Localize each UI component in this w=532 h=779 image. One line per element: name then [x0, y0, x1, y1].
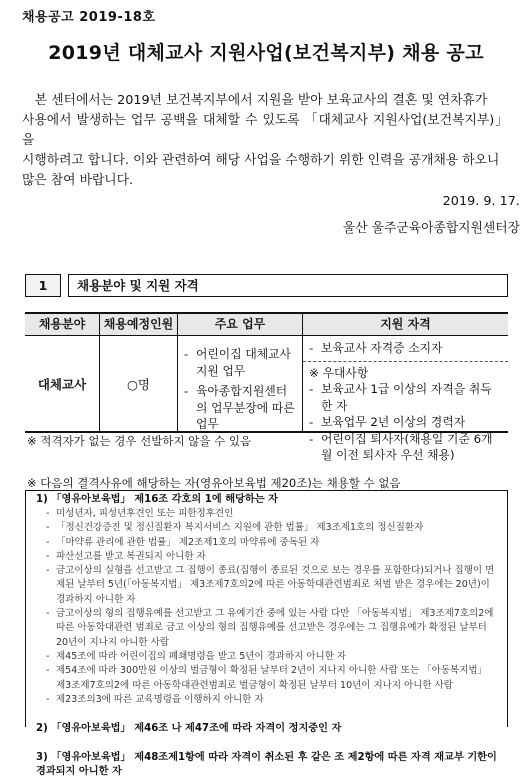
- disqualification-text: 파산선고를 받고 복권되지 아니한 자: [56, 550, 206, 562]
- list-item: - 미성년자, 피성년후견인 또는 피한정후견인: [36, 507, 499, 521]
- preference-text: 보육교사 1급 이상의 자격을 취득한 자: [321, 382, 492, 413]
- qualification-text: 보육교사 자격증 소지자: [321, 341, 443, 355]
- list-item: - 제54조에 따라 300만원 이상의 벌금형이 확정된 날부터 2년이 지나지 아니한 사람 또는 「아동복지법」 제3조제7호의2에 따른 아동학대관련범죄로 벌금형이 확정된 날부터 10년이 지나지 아니한 사람: [36, 664, 499, 693]
- note-disqualification: ※ 다음의 결격사유에 해당하는 자(영유아보육법 제20조)는 채용할 수 없음: [27, 476, 401, 490]
- list-item: - 어린이집 대체교사 지원 업무: [184, 346, 298, 379]
- table-header-row: [25, 314, 508, 336]
- disqualification-heading: 2) 「영유아보육법」 제46조 나 제47조에 따라 자격이 정지중인 자: [36, 723, 342, 735]
- headcount-cell: ○명: [99, 336, 177, 431]
- list-item: - 보육업무 2년 이상의 경력자: [309, 415, 466, 429]
- organization-name: 울산 울주군육아종합지원센터장: [342, 221, 520, 236]
- list-item: - 금고이상의 실형을 선고받고 그 집행이 종료(집행이 종료된 것으로 보는 경우를 포함한다)되거나 집행이 면제된 날부터 5년(「아동복지법」 제3조제7호의2에 따른 아동학대관련범죄로 처벌 받은 경우에는 20년)이 경과하지 아니한 자: [36, 564, 499, 607]
- disqualification-text: 제45조에 따라 어린이집의 폐쇄명령을 받고 5년이 경과하지 아니한 자: [56, 650, 347, 662]
- section-title: 채용분야 및 지원 자격: [68, 274, 508, 297]
- notice-date: 2019. 9. 17.: [442, 194, 520, 209]
- list-item: - 제23조의3에 따른 교육명령을 이행하지 아니한 자: [36, 693, 499, 707]
- duty-text: 육아종합지원센터의 업무분장에 따른 업무: [196, 384, 295, 431]
- document-title: 2019년 대체교사 지원사업(보건복지부) 채용 공고: [48, 42, 484, 64]
- disqualification-box: [25, 490, 508, 778]
- intro-paragraph: [22, 91, 508, 191]
- duty-text: 어린이집 대체교사 지원 업무: [196, 347, 291, 378]
- intro-line: 시행하려고 합니다. 이와 관련하여 해당 사업을 수행하기 위한 인력을 공개채용 하오니: [22, 153, 500, 168]
- disqualification-text: 금고이상의 형의 집행유예를 선고받고 그 유예기간 중에 있는 사람 다만 「아동복지법」 제3조제7호의2에 따른 아동학대관련 범죄로 금고 이상의 형의 집행유예를 선고받은 경우에는 그 집행유예가 확정된 날부터 20년이 지나지 아니한 사람: [56, 608, 494, 648]
- note-no-qualified: ※ 적격자가 없는 경우 선발하지 않을 수 있음: [27, 434, 252, 448]
- list-item: - 보육교사 1급 이상의 자격을 취득한 자: [309, 381, 502, 414]
- list-item: - 「마약류 관리에 관한 법률」 제2조제1호의 마약류에 중독된 자: [36, 536, 499, 550]
- disqualification-text: 제23조의3에 따른 교육명령을 이행하지 아니한 자: [56, 693, 264, 705]
- intro-line: 많은 참여 바랍니다.: [22, 173, 134, 188]
- preferences-block: [303, 362, 508, 464]
- list-item: - 금고이상의 형의 집행유예를 선고받고 그 유예기간 중에 있는 사람 다만 「아동복지법」 제3조제7호의2에 따른 아동학대관련 범죄로 금고 이상의 형의 집행유예를 선고받은 경우에는 그 집행유예가 확정된 날부터 20년이 지나지 아니한 사람: [36, 607, 499, 650]
- preference-text: 어린이집 퇴사자(채용일 기준 6개월 이전 퇴사자 우선 채용): [321, 431, 493, 462]
- preference-heading: ※ 우대사항: [309, 365, 369, 380]
- header-qualifications: 지원 자격: [302, 314, 508, 335]
- list-item: - 제45조에 따라 어린이집의 폐쇄명령을 받고 5년이 경과하지 아니한 자: [36, 650, 499, 664]
- disqualification-heading: 3) 「영유아보육법」 제48조제1항에 따라 자격이 취소된 후 같은 조 제2항에 따른 자격 재교부 기한이 경과되지 아니한 자: [36, 752, 497, 778]
- disqualification-heading: 1) 「영유아보육법」 제16조 각호의 1에 해당하는 자: [36, 494, 278, 505]
- disqualification-text: 제54조에 따라 300만원 이상의 벌금형이 확정된 날부터 2년이 지나지 아니한 사람 또는 「아동복지법」 제3조제7호의2에 따른 아동학대관련범죄로 벌금형이 확정된 날부터 10년이 지나지 아니한 사람: [56, 665, 488, 691]
- list-item: - 「정신건강증진 및 정신질환자 복지서비스 지원에 관한 법률」 제3조제1호의 정신질환자: [36, 521, 499, 535]
- list-item: - 육아종합지원센터의 업무분장에 따른 업무: [184, 383, 298, 433]
- notice-number: 채용공고 2019-18호: [22, 10, 156, 25]
- header-headcount: 채용예정인원: [99, 314, 177, 335]
- header-field: 채용분야: [38, 317, 86, 331]
- field-cell: 대체교사: [37, 376, 87, 392]
- disqualification-text: 「정신건강증진 및 정신질환자 복지서비스 지원에 관한 법률」 제3조제1호의 정신질환자: [56, 522, 424, 534]
- preference-text: 보육업무 2년 이상의 경력자: [321, 415, 466, 429]
- list-item: - 파산선고를 받고 복권되지 아니한 자: [36, 550, 499, 564]
- required-qualification: - 보육교사 자격증 소지자: [303, 336, 508, 362]
- intro-line: 사용에서 발생하는 업무 공백을 대체할 수 있도록 「대체교사 지원사업(보건복지부)」을: [22, 113, 508, 148]
- disqualification-text: 미성년자, 피성년후견인 또는 피한정후견인: [56, 508, 234, 519]
- header-duties: 주요 업무: [177, 314, 302, 335]
- list-item: - 어린이집 퇴사자(채용일 기준 6개월 이전 퇴사자 우선 채용): [309, 431, 502, 464]
- duties-cell: [177, 336, 302, 431]
- disqualification-text: 금고이상의 실형을 선고받고 그 집행이 종료(집행이 종료된 것으로 보는 경우를 포함한다)되거나 집행이 면제된 날부터 5년(「아동복지법」 제3조제7호의2에 따른 아동학대관련범죄로 처벌 받은 경우에는 20년)이 경과하지 아니한 자: [56, 565, 495, 605]
- intro-line: 본 센터에서는 2019년 보건복지부에서 지원을 받아 보육교사의 결혼 및 연차휴가: [22, 93, 488, 108]
- section-number: 1: [25, 274, 61, 297]
- disqualification-text: 「마약류 관리에 관한 법률」 제2조제1호의 마약류에 중독된 자: [56, 536, 320, 548]
- qualifications-cell: [302, 336, 508, 462]
